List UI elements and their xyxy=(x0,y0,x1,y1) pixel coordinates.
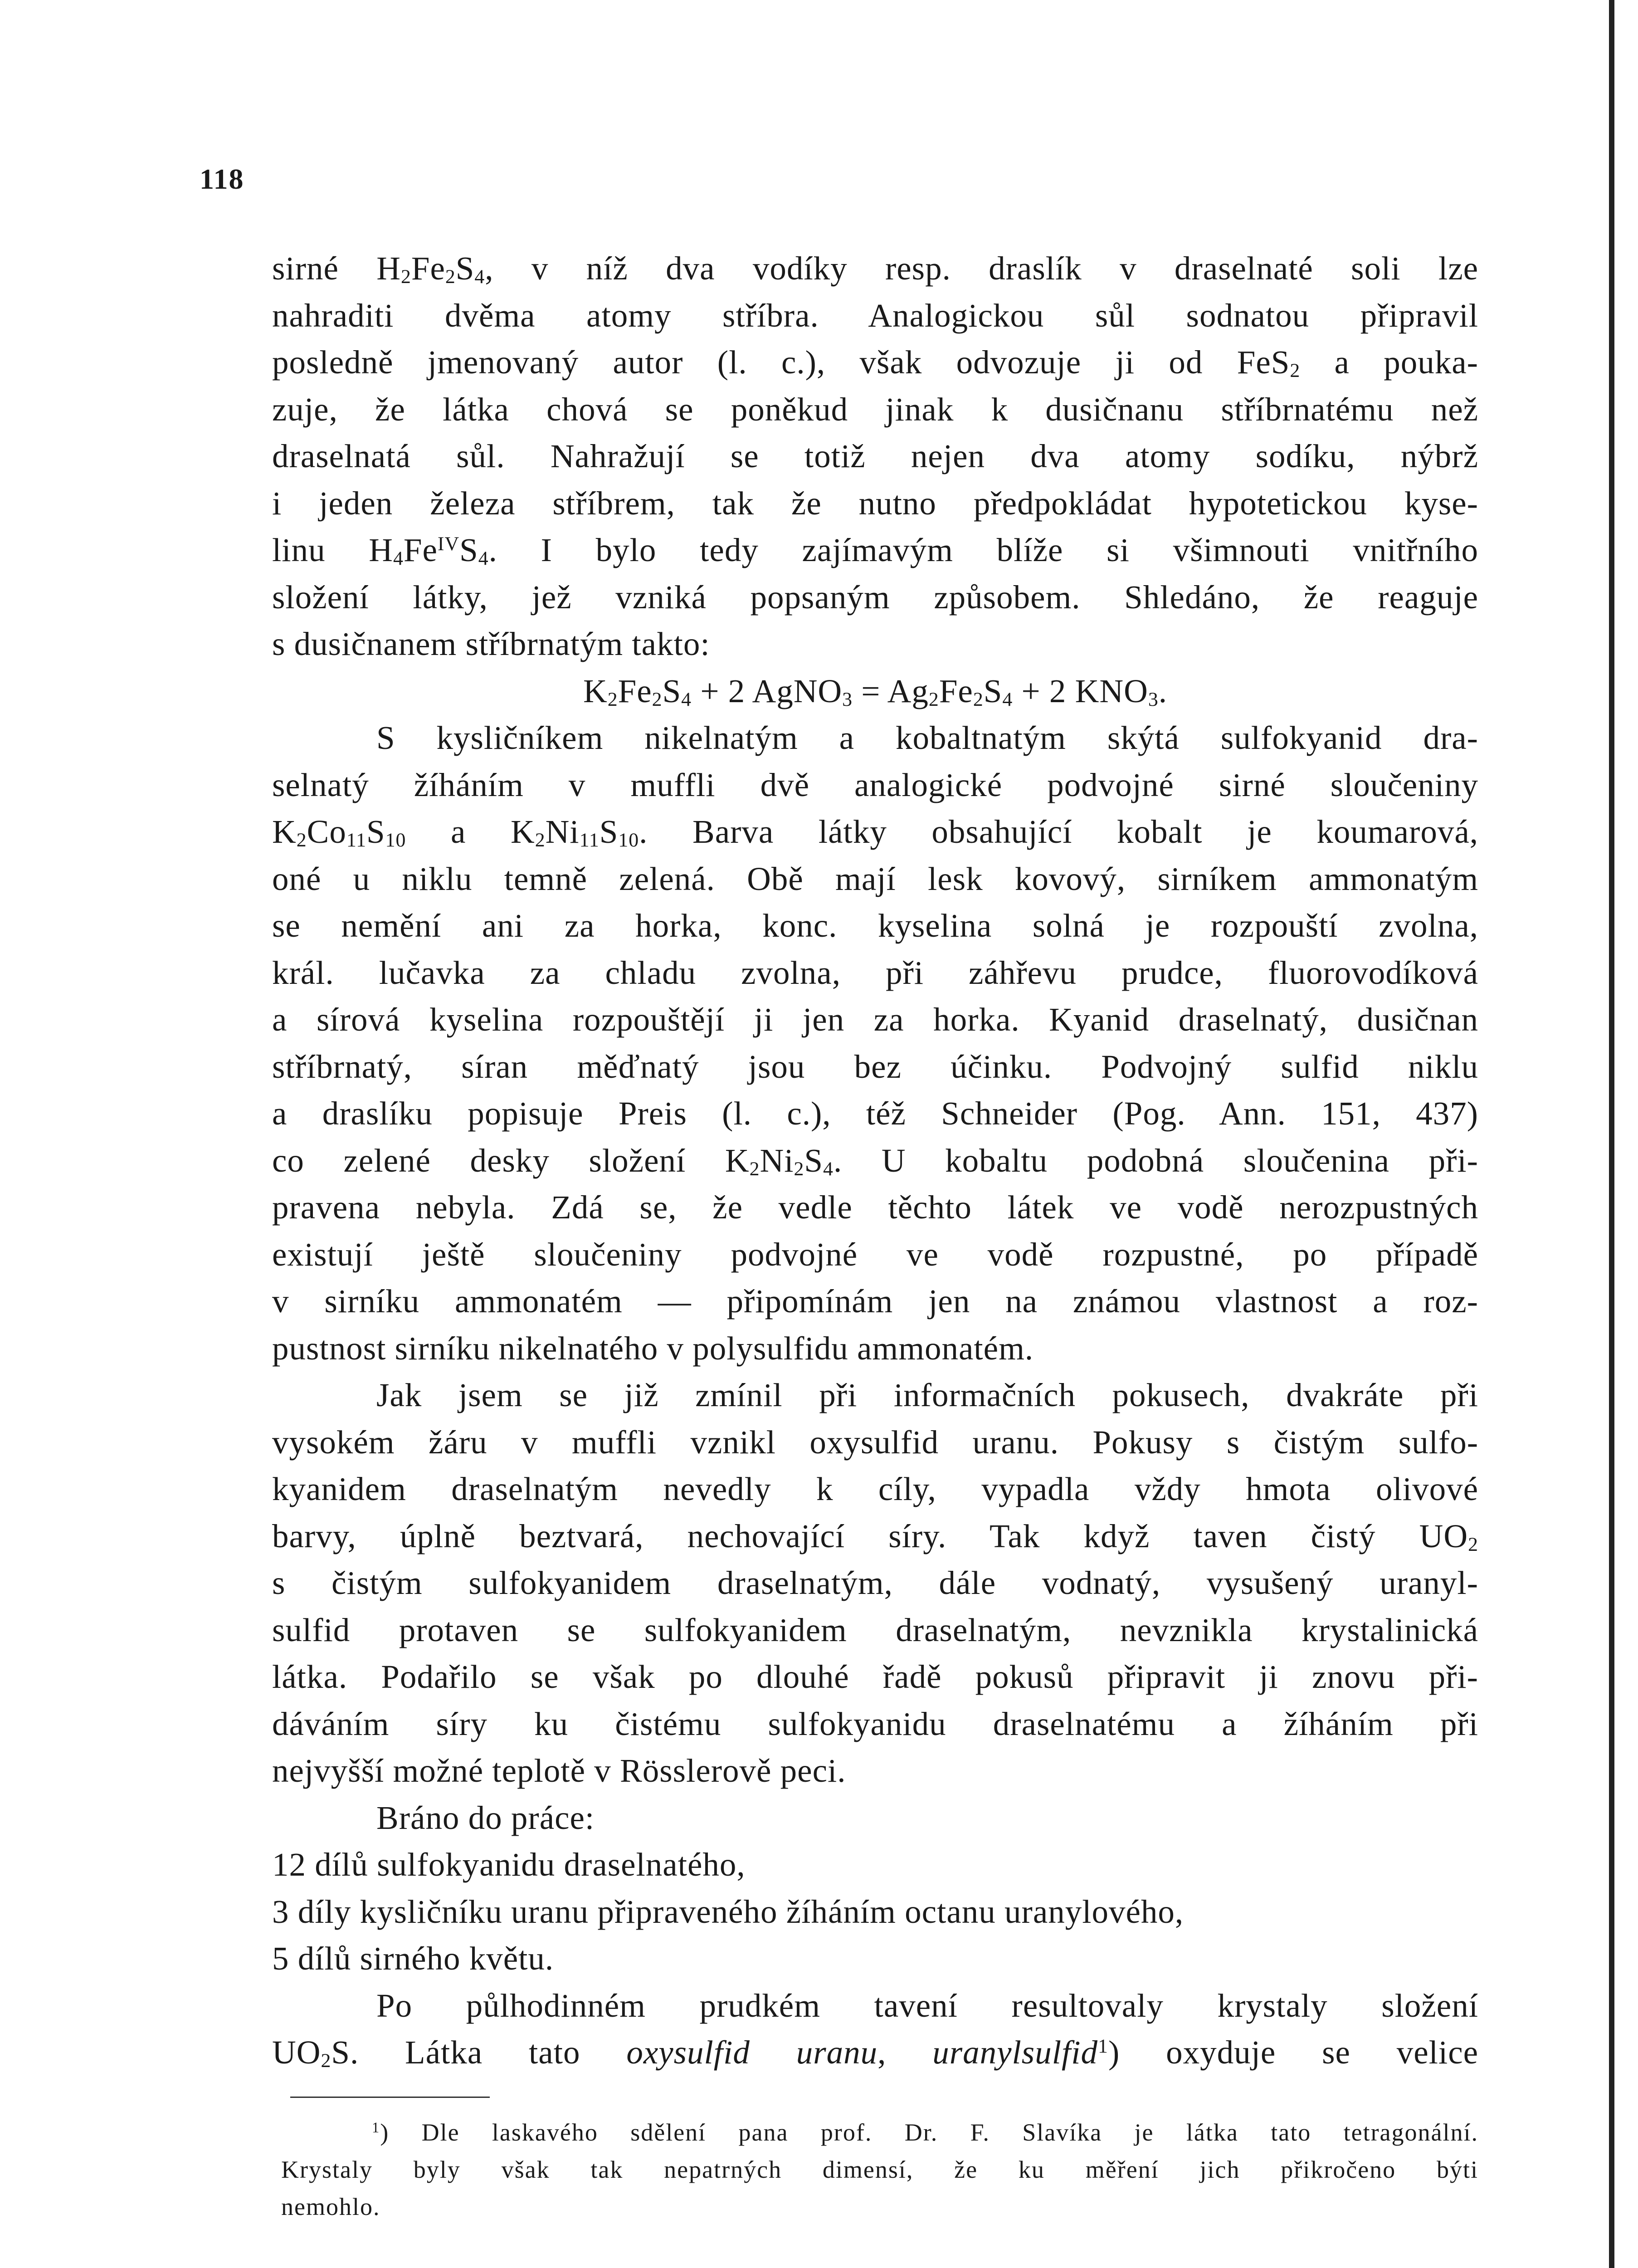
recipe-item: 12 dílů sulfokyanidu draselnatého, xyxy=(272,1846,746,1883)
text-line: látka. Podařilo se však po dlouhé řadě pokusů připravit ji znovu při- xyxy=(272,1658,1478,1695)
text-line: existují ještě sloučeniny podvojné ve vodě rozpustné, po případě xyxy=(272,1236,1478,1273)
text-line: král. lučavka za chladu zvolna, při záhřevu prudce, fluorovodíková xyxy=(272,954,1478,991)
superscript: 1 xyxy=(372,2120,380,2136)
text-line: $UO_2S$. Látka tato oxysulfid uranu, uranylsulfid$^1$) oxyduje se velice xyxy=(272,2034,1478,2072)
text-line: sirné $H_2Fe_2S_4$, v níž dva vodíky resp. draslík v draselnaté soli lze xyxy=(272,250,1478,288)
text-line: posledně jmenovaný autor (l. c.), však odvozuje ji od FeS$_2$ a pouka- xyxy=(272,344,1478,381)
text-line: nejvyšší možné teplotě v Rösslerově peci. xyxy=(272,1752,846,1789)
recipe-item: 3 díly kysličníku uranu připraveného žíháním octanu uranylového, xyxy=(272,1893,1184,1930)
subscript: 2 xyxy=(535,829,546,851)
text-line: nahraditi dvěma atomy stříbra. Analogickou sůl sodnatou připravil xyxy=(272,297,1478,334)
text-line: složení látky, jež vzniká popsaným způsobem. Shledáno, že reaguje xyxy=(272,578,1478,616)
text-line: selnatý žíháním v muffli dvě analogické podvojné sirné sloučeniny xyxy=(272,766,1478,803)
text-line: se nemění ani za horka, konc. kyselina solná je rozpouští zvolna, xyxy=(272,907,1478,944)
subscript: 4 xyxy=(681,688,692,710)
text-line: pustnost sirníku nikelnatého v polysulfidu ammonatém. xyxy=(272,1330,1034,1367)
equation: $K_2Fe_2S_4 + 2$ AgNO$_3$ = $Ag_2Fe_2S_4 + 2$ $KNO_3$. xyxy=(583,672,1167,710)
page-edge-rule xyxy=(1609,0,1614,2268)
text-line: a sírová kyselina rozpouštějí ji jen za horka. Kyanid draselnatý, dusičnan xyxy=(272,1001,1478,1038)
recipe-item: 5 dílů sirného květu. xyxy=(272,1940,554,1977)
text-line: Bráno do práce: xyxy=(376,1799,595,1836)
text-line: pravena nebyla. Zdá se, že vedle těchto látek ve vodě nerozpustných xyxy=(272,1189,1478,1226)
subscript: 11 xyxy=(579,829,600,851)
subscript: 11 xyxy=(346,829,366,851)
subscript: 2 xyxy=(1468,1533,1478,1555)
text-line: dáváním síry ku čistému sulfokyanidu draselnatému a žíháním při xyxy=(272,1705,1478,1742)
text-line: sulfid protaven se sulfokyanidem draselnatým, nevznikla krystalinická xyxy=(272,1611,1478,1648)
footnote-line: $^1$) Dle laskavého sdělení pana prof. Dr. F. Slavíka je látka tato tetragonální. xyxy=(372,2119,1478,2146)
subscript: 4 xyxy=(478,547,489,569)
subscript: 2 xyxy=(973,688,984,710)
subscript: 2 xyxy=(445,265,456,288)
subscript: 2 xyxy=(321,2049,332,2072)
subscript: 2 xyxy=(928,688,939,710)
subscript: 4 xyxy=(823,1158,834,1180)
italic-term: uranylsulfid xyxy=(932,2034,1098,2071)
text-line: linu $H_4Fe^{IV}S_4$. I bylo tedy zajímavým blíže si všimnouti vnitřního xyxy=(272,532,1478,569)
page-number: 118 xyxy=(200,163,244,195)
footnote-line: nemohlo. xyxy=(281,2193,380,2220)
footnote-rule xyxy=(290,2097,490,2098)
text-line: vysokém žáru v muffli vznikl oxysulfid uranu. Pokusy s čistým sulfo- xyxy=(272,1423,1478,1461)
text-line: i jeden železa stříbrem, tak že nutno předpokládat hypotetickou kyse- xyxy=(272,484,1478,522)
subscript: 2 xyxy=(607,688,618,710)
subscript: 4 xyxy=(393,547,404,569)
footnote-line: Krystaly byly však tak nepatrných dimensí, že ku měření jich přikročeno býti xyxy=(281,2156,1478,2183)
footnotes xyxy=(281,2114,1478,2225)
text-line: oné u niklu temně zelená. Obě mají lesk kovový, sirníkem ammonatým xyxy=(272,860,1478,897)
subscript: 10 xyxy=(618,829,639,851)
text-line: zuje, že látka chová se poněkud jinak k dusičnanu stříbrnatému než xyxy=(272,391,1478,428)
text-line: $K_2Co_{11}S_{10}$ a $K_2Ni_{11}S_{10}$. Barva látky obsahující kobalt je koumarová, xyxy=(272,813,1478,851)
text-line: co zelené desky složení $K_2Ni_2S_4$. U kobaltu podobná sloučenina při- xyxy=(272,1142,1478,1180)
subscript: 2 xyxy=(794,1158,804,1180)
subscript: 2 xyxy=(1290,359,1301,381)
subscript: 2 xyxy=(400,265,411,288)
italic-term: oxysulfid uranu xyxy=(626,2034,878,2071)
text-line: barvy, úplně beztvará, nechovající síry. Tak když taven čistý $UO_2$ xyxy=(272,1517,1478,1555)
text-line: Jak jsem se již zmínil při informačních pokusech, dvakráte při xyxy=(376,1377,1478,1413)
text-line: v sirníku ammonatém — připomínám jen na známou vlastnost a roz- xyxy=(272,1283,1478,1320)
text-line: a draslíku popisuje Preis (l. c.), též Schneider (Pog. Ann. 151, 437) xyxy=(272,1095,1478,1132)
subscript: 3 xyxy=(1148,688,1159,710)
superscript: IV xyxy=(437,533,460,555)
text-line: kyanidem draselnatým nevedly k cíly, vypadla vždy hmota olivové xyxy=(272,1471,1478,1507)
superscript: 1 xyxy=(1098,2035,1108,2057)
subscript: 4 xyxy=(1002,688,1013,710)
text-line: S kysličníkem nikelnatým a kobaltnatým skýtá sulfokyanid dra- xyxy=(376,719,1478,756)
body-text xyxy=(272,245,1478,2076)
subscript: 10 xyxy=(385,829,406,851)
text-line: s čistým sulfokyanidem draselnatým, dále vodnatý, vysušený uranyl- xyxy=(272,1564,1478,1601)
text-line: s dusičnanem stříbrnatým takto: xyxy=(272,626,710,662)
subscript: 2 xyxy=(749,1158,760,1180)
text-line: draselnatá sůl. Nahražují se totiž nejen dva atomy sodíku, nýbrž xyxy=(272,438,1478,474)
subscript: 2 xyxy=(296,829,307,851)
subscript: 2 xyxy=(652,688,663,710)
subscript: 4 xyxy=(474,265,485,288)
subscript: 3 xyxy=(842,688,853,710)
text-line: stříbrnatý, síran měďnatý jsou bez účinku. Podvojný sulfid niklu xyxy=(272,1048,1478,1085)
text-line: Po půlhodinném prudkém tavení resultovaly krystaly složení xyxy=(376,1987,1478,2024)
